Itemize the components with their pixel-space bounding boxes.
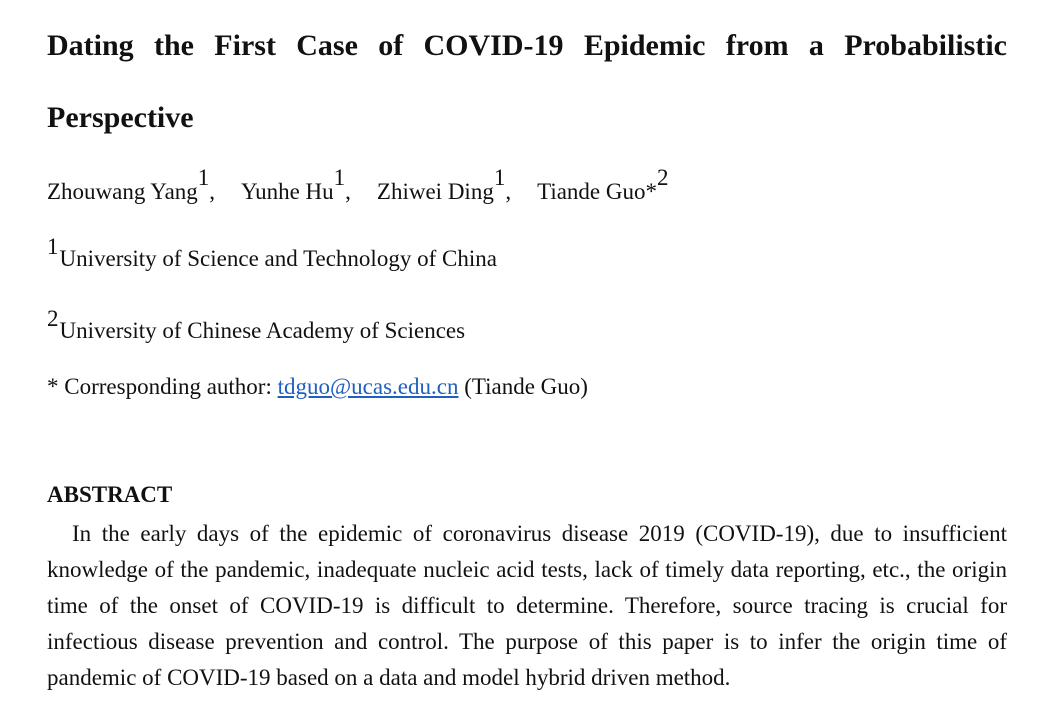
affiliation-mark: 2 [657,165,669,190]
affiliation-2 [47,306,466,344]
corresponding-suffix: (Tiande Guo) [458,374,588,399]
paper-title-line-2: Perspective [47,101,194,134]
paper-title-line-1: Dating the First Case of COVID-19 Epidemic from a Probabilistic [47,29,1007,62]
author-2 [241,165,351,212]
author-name: Zhouwang Yang [47,179,198,204]
corresponding-author [47,374,588,400]
author-list [47,165,669,212]
abstract-heading: ABSTRACT [47,482,173,507]
corresponding-prefix: * Corresponding author: [47,374,278,399]
author-4 [537,165,669,212]
abstract-text: In the early days of the epidemic of coronavirus disease 2019 (COVID-19), due to insufficient knowledge of the pandemic, inadequate nucleic acid tests, lack of timely data reporting, etc., the origin time of the onset of COVID-19 is difficult to determine. Therefore, source tracing is crucial for infectious disease prevention and control. The purpose of this paper is to infer the origin time of pandemic of COVID-19 based on a data and model hybrid driven method. [47,521,1007,690]
author-separator: , [209,179,216,204]
affiliation-mark: 1 [47,234,59,259]
author-separator: , [505,179,512,204]
author-name: Yunhe Hu [241,179,334,204]
author-1 [47,165,216,212]
affiliation-mark: 2 [47,306,59,331]
affiliation-1 [47,234,497,272]
author-separator: , [345,179,351,204]
author-name: Tiande Guo* [537,179,657,204]
affiliation-mark: 1 [493,165,506,190]
affiliation-text: University of Science and Technology of China [59,246,497,271]
affiliation-text: University of Chinese Academy of Sciences [59,318,466,343]
author-name: Zhiwei Ding [376,179,494,204]
email-link[interactable]: tdguo@ucas.edu.cn [277,374,459,399]
author-3 [376,165,512,212]
affiliation-mark: 1 [197,165,210,190]
affiliation-mark: 1 [333,165,346,190]
